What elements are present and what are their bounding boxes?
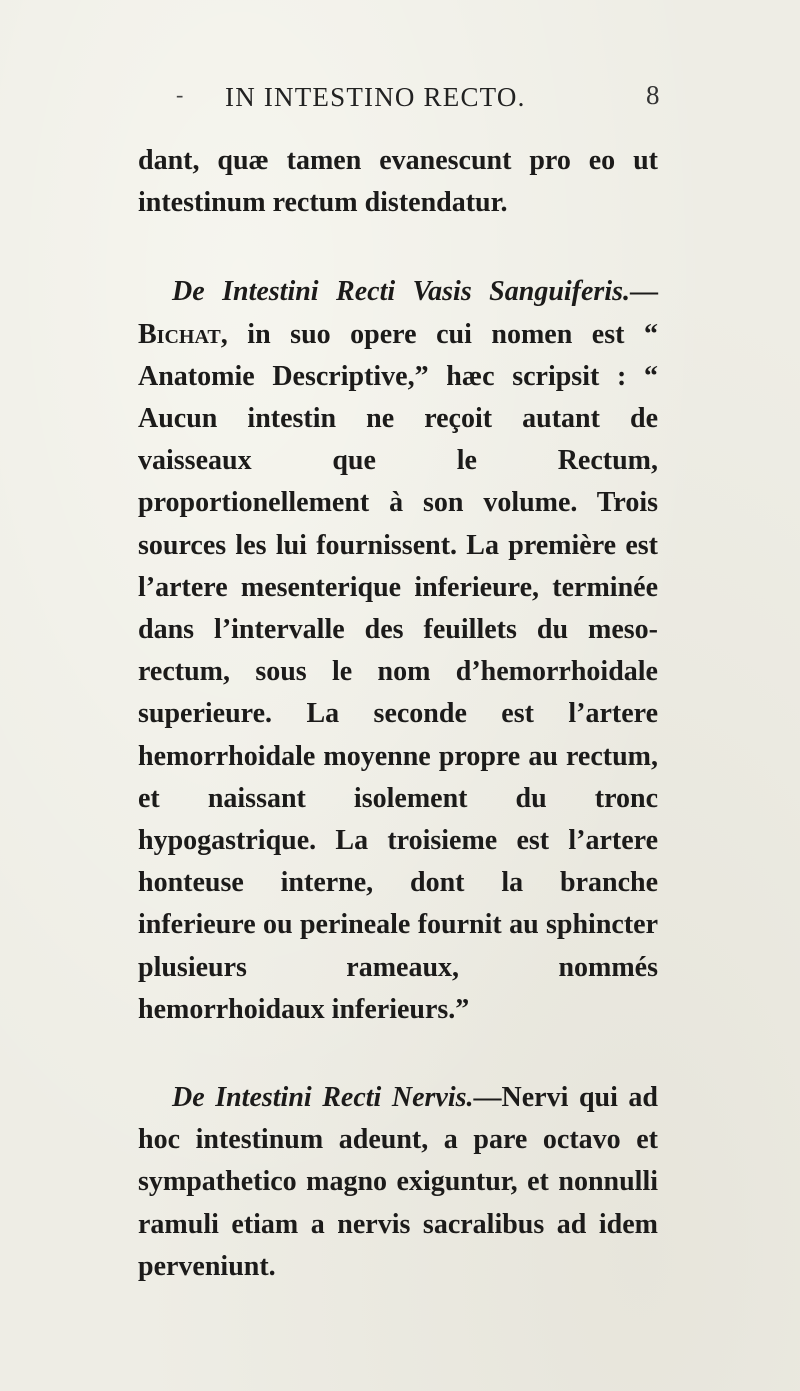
section-heading: De Intestini Recti Vasis Sanguiferis. [172, 276, 630, 308]
running-head-title: IN INTESTINO RECTO. [225, 82, 526, 112]
paragraph-nervis [138, 1077, 658, 1288]
body-text [138, 140, 658, 1288]
paragraph-text: in suo opere cui nomen est “ Anatomie Descriptive,” hæc scripsit : “ Aucun intestin ne reçoit autant de vaisseaux que le Rectum, proportionellement à son volume. Trois sources les lui fournissent. La première est l’artere mesenterique inferieure, terminée dans l’intervalle des feuillets du meso-rectum, sous le nom d’hemorrhoidale superieure. La seconde est l’artere hemorrhoidale moyenne propre au rectum, et naissant isolement du tronc hypogastrique. La troisieme est l’artere honteuse interne, dont la branche inferieure ou perineale fournit au sphincter plusieurs rameaux, nommés hemorrhoidaux inferieurs.” [138, 318, 658, 1025]
paragraph-spacer [138, 1031, 658, 1077]
paragraph-vasis-sanguiferis [138, 271, 658, 1031]
running-head-dash: - [176, 82, 184, 107]
page-number: 8 [646, 80, 660, 110]
paragraph-continuation [138, 140, 658, 224]
author-name: —Bichat, [138, 276, 658, 350]
paragraph-text: dant, quæ tamen evanescunt pro eo ut intestinum rectum distendatur. [138, 145, 658, 219]
paragraph-text: —Nervi qui ad hoc intestinum adeunt, a pare octavo et sympathetico magno exiguntur, et nonnulli ramuli etiam a nervis sacralibus ad idem perveniunt. [138, 1082, 658, 1282]
running-head [0, 82, 800, 116]
section-heading: De Intestini Recti Nervis. [172, 1082, 474, 1114]
paragraph-spacer [138, 224, 658, 271]
